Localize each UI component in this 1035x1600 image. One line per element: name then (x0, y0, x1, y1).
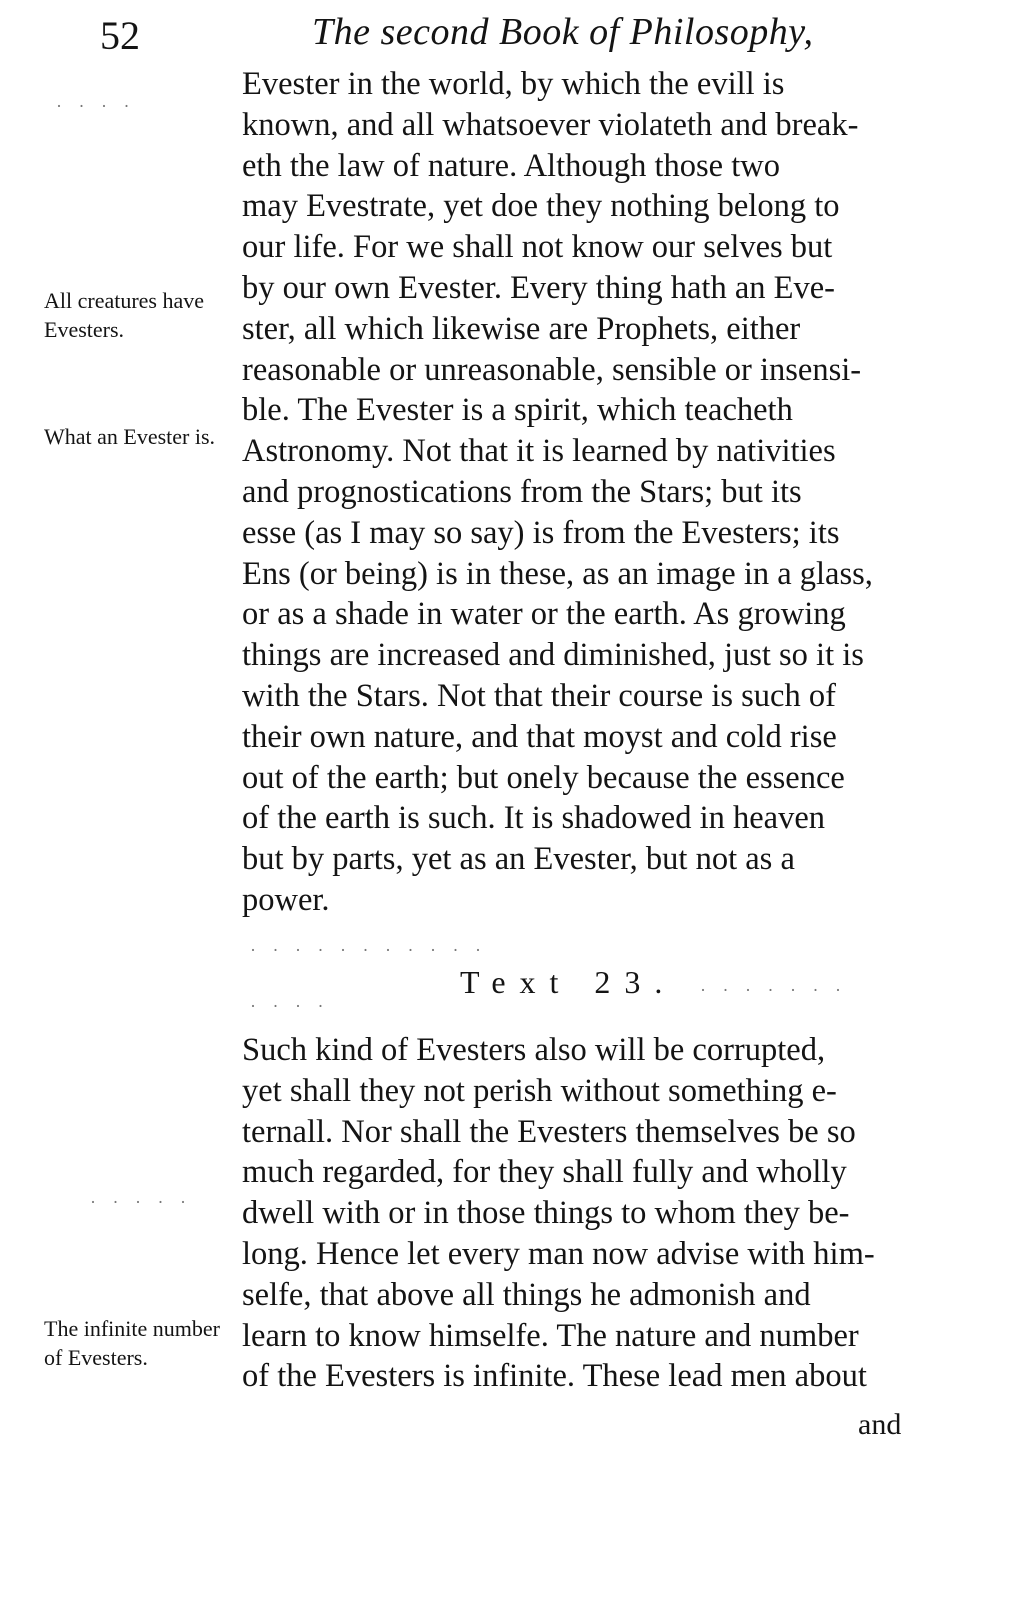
catchword: and (858, 1408, 902, 1441)
text-line: known, and all whatsoever violateth and break- (242, 106, 859, 143)
print-through-marks: · · · · (56, 96, 136, 116)
text-line: Evester in the world, by which the evill is (242, 66, 785, 102)
text-line: Such kind of Evesters also will be corrupted, (242, 1032, 826, 1068)
text-line: of the Evesters is infinite. These lead men about (242, 1358, 867, 1395)
print-through-marks: · · · · · · · · · · · (250, 940, 487, 960)
text-line: with the Stars. Not that their course is such of (242, 677, 836, 714)
text-line: Astronomy. Not that it is learned by nativities (242, 433, 836, 470)
text-line: power. (242, 881, 330, 918)
text-line: things are increased and diminished, just so it is (242, 637, 864, 674)
paragraph-block-1 (242, 64, 932, 921)
text-line: by our own Evester. Every thing hath an Eve- (242, 269, 835, 306)
paragraph-block-2 (242, 1030, 932, 1397)
text-line: Ens (or being) is in these, as an image in a glass, (242, 555, 873, 592)
text-line: long. Hence let every man now advise with him- (242, 1235, 875, 1272)
margin-note-what-evester: What an Evester is. (44, 424, 216, 449)
print-through-marks: · · · · (250, 996, 330, 1016)
text-line: ster, all which likewise are Prophets, either (242, 310, 801, 347)
text-line: ble. The Evester is a spirit, which teacheth (242, 392, 793, 429)
text-line: our life. For we shall not know our selves but (242, 229, 833, 266)
text-line: dwell with or in those things to whom they be- (242, 1195, 850, 1232)
text-line: much regarded, for they shall fully and wholly (242, 1154, 847, 1191)
text-line: learn to know himselfe. The nature and number (242, 1317, 859, 1354)
text-line: out of the earth; but onely because the essence (242, 759, 845, 796)
text-line: their own nature, and that moyst and cold rise (242, 718, 837, 755)
margin-note-infinite-number: The infinite number of Evesters. (44, 1316, 220, 1370)
text-line: esse (as I may so say) is from the Evesters; its (242, 514, 840, 551)
print-through-marks: · · · · · · · (700, 980, 847, 1000)
text-line: and prognostications from the Stars; but its (242, 473, 802, 510)
text-line: yet shall they not perish without something e- (242, 1072, 837, 1109)
text-line: ternall. Nor shall the Evesters themselves be so (242, 1113, 856, 1150)
print-through-marks: · · · · · (90, 1192, 192, 1212)
text-line: but by parts, yet as an Evester, but not as a (242, 841, 795, 878)
section-heading: Text 23. (460, 964, 677, 1000)
text-line: eth the law of nature. Although those two (242, 147, 780, 184)
running-title: The second Book of Philosophy, (312, 11, 814, 53)
text-line: or as a shade in water or the earth. As growing (242, 596, 846, 633)
page-number: 52 (100, 13, 140, 58)
text-line: selfe, that above all things he admonish and (242, 1276, 811, 1313)
margin-note-creatures: All creatures have Evesters. (44, 288, 205, 342)
text-line: of the earth is such. It is shadowed in heaven (242, 800, 826, 837)
text-line: may Evestrate, yet doe they nothing belong to (242, 188, 840, 225)
text-line: reasonable or unreasonable, sensible or insensi- (242, 351, 862, 388)
